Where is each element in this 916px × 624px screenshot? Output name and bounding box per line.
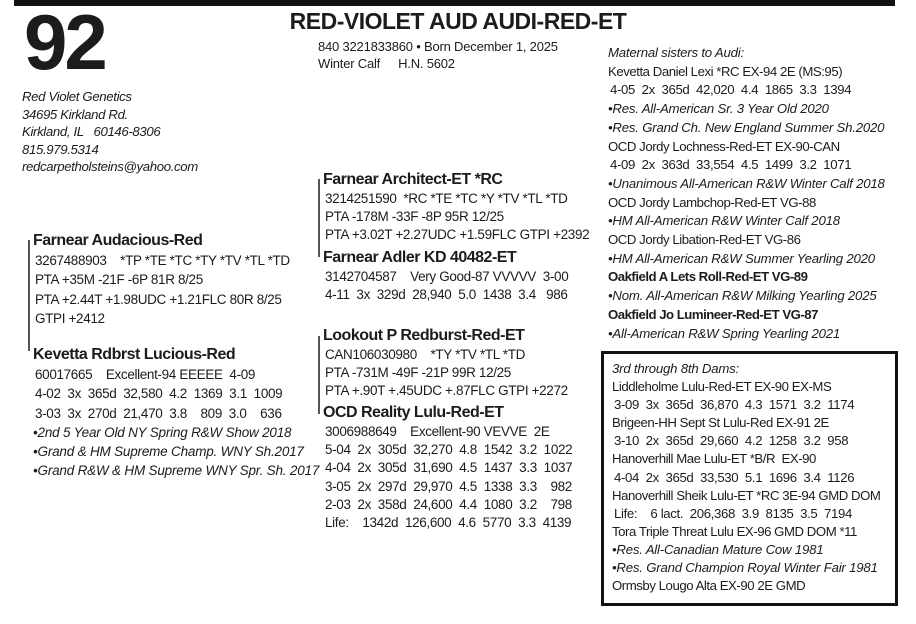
pedigree-line: GTPI +2412 [35, 310, 105, 326]
list-line: 3-09 3x 365d 36,870 4.3 1571 3.2 1174 [614, 397, 855, 413]
list-line: Tora Triple Threat Lulu EX-96 GMD DOM *11 [612, 523, 857, 539]
list-line: Liddleholme Lulu-Red-ET EX-90 EX-MS [612, 379, 832, 395]
animal-name: Farnear Adler KD 40482-ET [323, 249, 517, 266]
pedigree-line: 4-02 3x 365d 32,580 4.2 1369 3.1 1009 [35, 386, 283, 402]
list-line: Brigeen-HH Sept St Lulu-Red EX-91 2E [612, 415, 829, 431]
pedigree-block-kevetta [33, 345, 319, 481]
lot-number: 92 [24, 0, 105, 86]
pedigree-line: 4-04 2x 305d 31,690 4.5 1437 3.3 1037 [325, 460, 573, 476]
list-line: OCD Jordy Lochness-Red-ET EX-90-CAN [608, 138, 840, 154]
pedigree-block-audacious [33, 231, 290, 328]
pedigree-line: PTA -178M -33F -8P 95R 12/25 [325, 209, 504, 225]
list-line: OCD Jordy Lambchop-Red-ET VG-88 [608, 194, 816, 210]
pedigree-bracket-line [318, 179, 320, 257]
pedigree-line: 60017665 Excellent-94 EEEEE 4-09 [35, 367, 256, 382]
pedigree-line: •2nd 5 Year Old NY Spring R&W Show 2018 [33, 424, 292, 440]
consignor-line: Red Violet Genetics [22, 89, 132, 104]
pedigree-line: PTA +3.02T +2.27UDC +1.59FLC GTPI +2392 [325, 227, 590, 243]
list-line: •HM All-American R&W Summer Yearling 2020 [608, 250, 875, 266]
pedigree-lines [323, 423, 572, 532]
pedigree-block-architect [323, 170, 589, 245]
list-line: Hanoverhill Sheik Lulu-ET *RC 3E-94 GMD DOM [612, 487, 881, 503]
pedigree-lines [33, 365, 319, 481]
hn-number: H.N. 5602 [398, 56, 455, 71]
pedigree-line: 5-04 2x 305d 32,270 4.8 1542 3.2 1022 [325, 442, 573, 458]
dams-box-heading: 3rd through 8th Dams: [612, 361, 740, 376]
pedigree-lines [323, 268, 568, 304]
consignor-line: 34695 Kirkland Rd. [22, 106, 128, 122]
pedigree-line: PTA -731M -49F -21P 99R 12/25 [325, 365, 511, 381]
pedigree-line: PTA +2.44T +1.98UDC +1.21FLC 80R 8/25 [35, 291, 282, 307]
animal-name: Farnear Audacious-Red [33, 232, 203, 249]
list-line: •Nom. All-American R&W Milking Yearling 2025 [608, 288, 877, 304]
list-line: Hanoverhill Mae Lulu-ET *B/R EX-90 [612, 451, 816, 467]
pedigree-line: 3142704587 Very Good-87 VVVVV 3-00 [325, 269, 569, 284]
top-divider-bar [14, 0, 895, 6]
list-line: •Res. All-American Sr. 3 Year Old 2020 [608, 101, 829, 117]
list-line: Kevetta Daniel Lexi *RC EX-94 2E (MS:95) [608, 63, 843, 79]
list-line: •Unanimous All-American R&W Winter Calf 2018 [608, 175, 885, 191]
list-line: 4-05 2x 365d 42,020 4.4 1865 3.3 1394 [610, 82, 852, 98]
list-line: •All-American R&W Spring Yearling 2021 [608, 325, 841, 341]
animal-class-line [318, 56, 455, 71]
pedigree-line: 3267488903 *TP *TE *TC *TY *TV *TL *TD [35, 253, 290, 268]
pedigree-lines [323, 190, 589, 245]
list-line: 4-04 2x 365d 33,530 5.1 1696 3.4 1126 [614, 469, 855, 485]
pedigree-line: 3214251590 *RC *TE *TC *Y *TV *TL *TD [325, 191, 568, 206]
list-line: Oakfield Jo Lumineer-Red-ET VG-87 [608, 306, 818, 322]
consignor-line: redcarpetholsteins@yahoo.com [22, 159, 198, 175]
pedigree-line: 3-05 2x 297d 29,970 4.5 1338 3.3 982 [325, 478, 572, 494]
pedigree-block-reality [323, 403, 572, 532]
pedigree-block-adler [323, 248, 568, 304]
list-line: •Res. Grand Ch. New England Summer Sh.2020 [608, 119, 885, 135]
pedigree-line: •Grand & HM Supreme Champ. WNY Sh.2017 [33, 444, 304, 460]
maternal-sisters-heading: Maternal sisters to Audi: [608, 45, 744, 60]
pedigree-line: 2-03 2x 358d 24,600 4.4 1080 3.2 798 [325, 496, 572, 512]
consignor-line: 815.979.5314 [22, 141, 99, 157]
pedigree-line: CAN106030980 *TY *TV *TL *TD [325, 347, 526, 362]
pedigree-bracket-line [28, 240, 30, 351]
list-line: •Res. Grand Champion Royal Winter Fair 1981 [612, 560, 878, 576]
pedigree-block-redburst [323, 326, 568, 401]
pedigree-line: PTA +35M -21F -6P 81R 8/25 [35, 272, 203, 288]
list-line: Ormsby Lougo Alta EX-90 2E GMD [612, 578, 806, 594]
pedigree-line: Life: 1342d 126,600 4.6 5770 3.3 4139 [325, 515, 572, 531]
consignor-line: Kirkland, IL 60146-8306 [22, 124, 161, 140]
pedigree-line: PTA +.90T +.45UDC +.87FLC GTPI +2272 [325, 383, 568, 399]
pedigree-line: •Grand R&W & HM Supreme WNY Spr. Sh. 2017 [33, 463, 320, 479]
pedigree-lines [33, 251, 290, 328]
list-line: •Res. All-Canadian Mature Cow 1981 [612, 541, 824, 557]
list-line: •HM All-American R&W Winter Calf 2018 [608, 213, 840, 229]
maternal-sisters-list [608, 63, 910, 344]
consignor-block [22, 88, 198, 176]
maternal-sisters-section [608, 44, 910, 343]
list-line: 4-09 2x 363d 33,554 4.5 1499 3.2 1071 [610, 157, 852, 173]
animal-id-line: 840 3221833860 • Born December 1, 2025 [318, 39, 558, 54]
list-line: 3-10 2x 365d 29,660 4.2 1258 3.2 958 [614, 433, 849, 449]
class-label: Winter Calf [318, 56, 381, 71]
list-line: Life: 6 lact. 206,368 3.9 8135 3.5 7194 [614, 505, 852, 521]
dams-box [601, 351, 898, 606]
pedigree-line: 3006988649 Excellent-90 VEVVE 2E [325, 424, 550, 439]
animal-name: Kevetta Rdbrst Lucious-Red [33, 346, 236, 363]
pedigree-line: 3-03 3x 270d 21,470 3.8 809 3.0 636 [35, 405, 282, 421]
page-title: RED-VIOLET AUD AUDI-RED-ET [289, 8, 627, 34]
pedigree-lines [323, 346, 568, 401]
animal-name: Farnear Architect-ET *RC [323, 171, 503, 188]
dams-list [612, 378, 888, 595]
list-line: Oakfield A Lets Roll-Red-ET VG-89 [608, 269, 808, 285]
list-line: OCD Jordy Libation-Red-ET VG-86 [608, 232, 801, 248]
animal-name: OCD Reality Lulu-Red-ET [323, 404, 504, 421]
pedigree-line: 4-11 3x 329d 28,940 5.0 1438 3.4 986 [325, 287, 568, 303]
animal-name: Lookout P Redburst-Red-ET [323, 327, 525, 344]
